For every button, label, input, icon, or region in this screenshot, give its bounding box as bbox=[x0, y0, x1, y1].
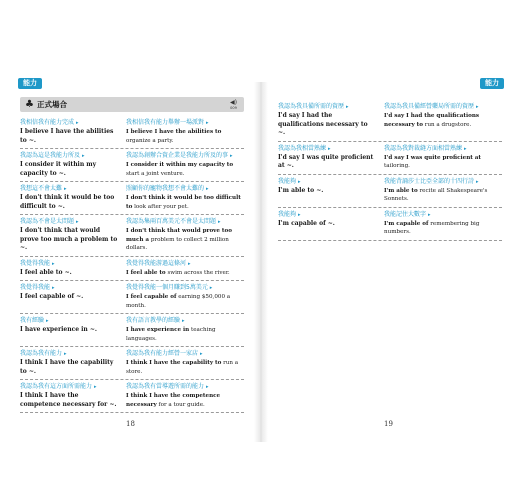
triangle-marker-icon: ▸ bbox=[181, 318, 185, 324]
phrase-entry bbox=[20, 314, 244, 347]
pattern-chinese-text: 我能夠 bbox=[278, 177, 297, 185]
example-completion: recite all Shakespeare's Sonnets. bbox=[384, 187, 488, 202]
triangle-marker-icon: ▸ bbox=[45, 318, 49, 324]
phrase-entry bbox=[278, 142, 502, 175]
phrase-example bbox=[384, 102, 502, 138]
phrase-example bbox=[126, 382, 244, 409]
example-chinese-text: 我認為我對裁縫方面相當熟練 bbox=[384, 144, 463, 152]
pattern-chinese bbox=[20, 349, 118, 359]
example-completion: run a drugstore. bbox=[424, 121, 472, 128]
pattern-chinese-text: 我有經驗 bbox=[20, 317, 45, 324]
example-chinese bbox=[384, 210, 502, 220]
example-chinese bbox=[384, 144, 502, 154]
example-english bbox=[126, 161, 244, 178]
example-chinese bbox=[126, 283, 244, 293]
pattern-english: I'm capable of ~. bbox=[278, 219, 335, 227]
phrase-example bbox=[126, 316, 244, 343]
triangle-marker-icon: ▸ bbox=[229, 153, 233, 159]
pattern-chinese bbox=[20, 184, 118, 194]
pattern-chinese-text: 我認為不會是太問題 bbox=[20, 218, 75, 225]
example-chinese-text: 我認為我有當導遊所需的能力 bbox=[126, 383, 205, 390]
pattern-chinese bbox=[278, 177, 376, 187]
pattern-chinese bbox=[278, 102, 376, 112]
pattern-chinese-text: 我能夠 bbox=[278, 210, 297, 218]
pattern-english: I don't think that would prove too much a problem to ~. bbox=[20, 227, 118, 251]
phrase-pattern bbox=[20, 118, 118, 145]
example-pattern-part: I'd say I was quite proficient at bbox=[384, 154, 482, 161]
pattern-english: I think I have the capability to ~. bbox=[20, 359, 114, 375]
example-pattern-part: I believe I have the abilities to bbox=[126, 129, 222, 135]
right-page bbox=[272, 78, 508, 450]
phrase-pattern bbox=[278, 210, 376, 237]
phrase-entry bbox=[20, 257, 244, 282]
page-number: 18 bbox=[126, 420, 135, 428]
category-tab: 能力 bbox=[480, 78, 504, 89]
example-english bbox=[384, 112, 502, 129]
phrase-entry bbox=[20, 215, 244, 257]
pattern-chinese bbox=[278, 210, 376, 220]
pattern-chinese bbox=[20, 151, 118, 161]
triangle-marker-icon: ▸ bbox=[205, 186, 209, 192]
example-english bbox=[126, 326, 244, 343]
example-chinese bbox=[384, 177, 502, 187]
audio-track-icon[interactable] bbox=[228, 99, 239, 110]
example-chinese-text: 我有語言教學的經驗 bbox=[126, 317, 181, 324]
example-chinese-text: 照顧你的寵物我想不會太難的 bbox=[126, 185, 205, 192]
pattern-chinese bbox=[20, 259, 118, 269]
example-english bbox=[126, 269, 244, 278]
example-pattern-part: I'd say I had the qualifications necessary to bbox=[384, 113, 480, 128]
example-chinese-text: 我覺得我能游過這條河 bbox=[126, 259, 187, 267]
phrase-entry bbox=[278, 100, 502, 142]
pattern-english: I feel able to ~. bbox=[20, 268, 72, 276]
phrase-example bbox=[126, 118, 244, 145]
example-completion: problem to collect 2 million dollars. bbox=[126, 236, 229, 251]
example-english bbox=[384, 187, 502, 204]
triangle-marker-icon: ▸ bbox=[63, 186, 67, 192]
speaker-icon: ◀) bbox=[230, 98, 237, 106]
pattern-english: I have experience in ~. bbox=[20, 326, 97, 333]
triangle-marker-icon: ▸ bbox=[51, 260, 55, 267]
example-pattern-part: I have experience in bbox=[126, 327, 190, 333]
phrase-pattern bbox=[278, 144, 376, 171]
example-pattern-part: I'm able to bbox=[384, 187, 418, 194]
triangle-marker-icon: ▸ bbox=[327, 145, 331, 152]
phrase-example bbox=[126, 217, 244, 253]
example-pattern-part: I feel able to bbox=[126, 269, 166, 276]
pattern-english: I think I have the competence necessary for ~. bbox=[20, 392, 117, 408]
example-completion: run a store. bbox=[126, 360, 239, 375]
phrase-entry bbox=[20, 347, 244, 380]
phrase-entry bbox=[20, 116, 244, 149]
example-english bbox=[126, 359, 244, 376]
pattern-chinese bbox=[20, 118, 118, 128]
pattern-chinese bbox=[20, 217, 118, 227]
example-chinese bbox=[126, 259, 244, 269]
pattern-english: I feel capable of ~. bbox=[20, 293, 84, 300]
example-english bbox=[384, 154, 502, 171]
example-english bbox=[126, 293, 244, 310]
triangle-marker-icon: ▸ bbox=[209, 285, 213, 291]
phrase-example bbox=[384, 177, 502, 204]
triangle-marker-icon: ▸ bbox=[297, 178, 301, 185]
example-chinese bbox=[126, 316, 244, 326]
example-english bbox=[126, 392, 244, 409]
phrase-pattern bbox=[278, 177, 376, 204]
example-english bbox=[126, 227, 244, 253]
phrase-example bbox=[126, 259, 244, 278]
example-chinese-text: 我認為集兩百萬美元不會是太問題 bbox=[126, 218, 217, 225]
left-page bbox=[14, 78, 250, 450]
triangle-marker-icon: ▸ bbox=[463, 145, 467, 152]
book-gutter bbox=[254, 82, 268, 442]
triangle-marker-icon: ▸ bbox=[187, 260, 191, 267]
phrase-example bbox=[126, 184, 244, 211]
pattern-chinese-text: 我相信我有能力完成 bbox=[20, 119, 75, 126]
phrase-example bbox=[126, 349, 244, 376]
triangle-marker-icon: ▸ bbox=[345, 104, 349, 110]
audio-track-number: 009 bbox=[230, 105, 237, 110]
phrase-entry bbox=[20, 149, 244, 182]
phrase-example bbox=[126, 151, 244, 178]
example-completion: remembering big numbers. bbox=[384, 220, 480, 235]
phrase-example bbox=[384, 144, 502, 171]
pattern-chinese-text: 我認為我有能力 bbox=[20, 350, 63, 357]
phrase-example bbox=[126, 283, 244, 310]
pattern-chinese-text: 我認為我相當熟練 bbox=[278, 144, 327, 152]
example-pattern-part: I'm capable of bbox=[384, 220, 429, 227]
phrase-pattern bbox=[20, 217, 118, 253]
example-pattern-part: I feel capable of bbox=[126, 294, 177, 300]
pattern-chinese-text: 我認為我有這方面所需能力 bbox=[20, 383, 93, 390]
example-chinese bbox=[126, 151, 244, 161]
phrase-pattern bbox=[20, 151, 118, 178]
pattern-english: I consider it within my capacity to ~. bbox=[20, 161, 97, 177]
pattern-chinese-text: 我覺得我能 bbox=[20, 284, 51, 291]
pattern-chinese-text: 我認為這是我能力所及 bbox=[20, 152, 81, 159]
example-chinese-text: 我認為創辦合資企業是我能力所及的事 bbox=[126, 152, 229, 159]
example-chinese bbox=[126, 118, 244, 128]
phrase-entry bbox=[20, 281, 244, 314]
triangle-marker-icon: ▸ bbox=[475, 104, 479, 110]
example-completion: earning $50,000 a month. bbox=[126, 294, 231, 309]
example-english bbox=[126, 128, 244, 145]
phrase-pattern bbox=[20, 184, 118, 211]
example-chinese-text: 我相信我有能力舉辦一場派對 bbox=[126, 119, 205, 126]
phrase-pattern bbox=[20, 259, 118, 278]
triangle-marker-icon: ▸ bbox=[75, 219, 79, 225]
pattern-english: I'd say I was quite proficient at ~. bbox=[278, 153, 374, 169]
example-chinese bbox=[126, 184, 244, 194]
triangle-marker-icon: ▸ bbox=[81, 153, 85, 159]
pattern-chinese bbox=[20, 382, 118, 392]
triangle-marker-icon: ▸ bbox=[205, 120, 209, 126]
triangle-marker-icon: ▸ bbox=[297, 211, 301, 218]
phrase-list bbox=[278, 100, 502, 241]
example-pattern-part: I don't think it would be too difficult to bbox=[126, 195, 241, 210]
example-pattern-part: I don't think that would prove too much a bbox=[126, 228, 232, 243]
example-completion: for a tour guide. bbox=[158, 401, 205, 408]
phrase-pattern bbox=[20, 316, 118, 343]
example-completion: start a joint venture. bbox=[126, 170, 185, 177]
section-header bbox=[20, 97, 244, 112]
pattern-english: I'm able to ~. bbox=[278, 186, 324, 194]
triangle-marker-icon: ▸ bbox=[199, 351, 203, 357]
example-english bbox=[384, 220, 502, 237]
example-pattern-part: I think I have the capability to bbox=[126, 360, 222, 366]
pattern-chinese bbox=[278, 144, 376, 154]
phrase-pattern bbox=[20, 349, 118, 376]
example-chinese bbox=[384, 102, 502, 112]
club-icon: ♣ bbox=[25, 99, 34, 110]
phrase-list bbox=[20, 116, 244, 413]
phrase-pattern bbox=[278, 102, 376, 138]
example-chinese-text: 我認為我具備經營藥局所需的資歷 bbox=[384, 103, 475, 110]
pattern-chinese-text: 我覺得我能 bbox=[20, 259, 51, 267]
pattern-english: I believe I have the abilities to ~. bbox=[20, 128, 114, 144]
example-pattern-part: I consider it within my capacity to bbox=[126, 162, 234, 168]
example-chinese-text: 我能記住大數字 bbox=[384, 210, 427, 218]
pattern-english: I'd say I had the qualifications necessary to ~. bbox=[278, 112, 368, 136]
category-tab: 能力 bbox=[18, 78, 42, 89]
pattern-english: I don't think it would be too difficult to ~. bbox=[20, 194, 115, 210]
example-chinese-text: 我覺得我能一個月賺到5萬美元 bbox=[126, 284, 208, 291]
phrase-entry bbox=[278, 208, 502, 241]
phrase-entry bbox=[278, 175, 502, 208]
example-chinese-text: 我認為我有能力經營一家店 bbox=[126, 350, 199, 357]
pattern-chinese-text: 我認為我具備所需的資歷 bbox=[278, 103, 345, 110]
example-completion: tailoring. bbox=[384, 163, 410, 169]
example-pattern-part: I think I have the competence necessary bbox=[126, 393, 221, 408]
triangle-marker-icon: ▸ bbox=[475, 178, 479, 185]
example-completion: organize a party. bbox=[126, 137, 174, 144]
pattern-chinese bbox=[20, 283, 118, 293]
triangle-marker-icon: ▸ bbox=[63, 351, 67, 357]
page-number: 19 bbox=[384, 420, 393, 428]
triangle-marker-icon: ▸ bbox=[75, 120, 79, 126]
section-title: 正式場合 bbox=[36, 100, 67, 109]
triangle-marker-icon: ▸ bbox=[93, 384, 97, 390]
example-completion: swim across the river. bbox=[167, 269, 230, 276]
triangle-marker-icon: ▸ bbox=[205, 384, 209, 390]
example-completion: look after your pet. bbox=[134, 203, 189, 210]
phrase-pattern bbox=[20, 382, 118, 409]
triangle-marker-icon: ▸ bbox=[217, 219, 221, 225]
pattern-chinese-text: 我想這不會太難 bbox=[20, 185, 63, 192]
example-chinese bbox=[126, 349, 244, 359]
pattern-chinese bbox=[20, 316, 118, 326]
triangle-marker-icon: ▸ bbox=[427, 211, 431, 218]
example-chinese bbox=[126, 217, 244, 227]
phrase-example bbox=[384, 210, 502, 237]
phrase-entry bbox=[20, 380, 244, 413]
example-chinese-text: 我能背誦莎士比亞全部的十四行詩 bbox=[384, 177, 475, 185]
phrase-pattern bbox=[20, 283, 118, 310]
phrase-entry bbox=[20, 182, 244, 215]
example-completion: teaching languages. bbox=[126, 327, 216, 342]
triangle-marker-icon: ▸ bbox=[51, 285, 55, 291]
example-chinese bbox=[126, 382, 244, 392]
example-english bbox=[126, 194, 244, 211]
